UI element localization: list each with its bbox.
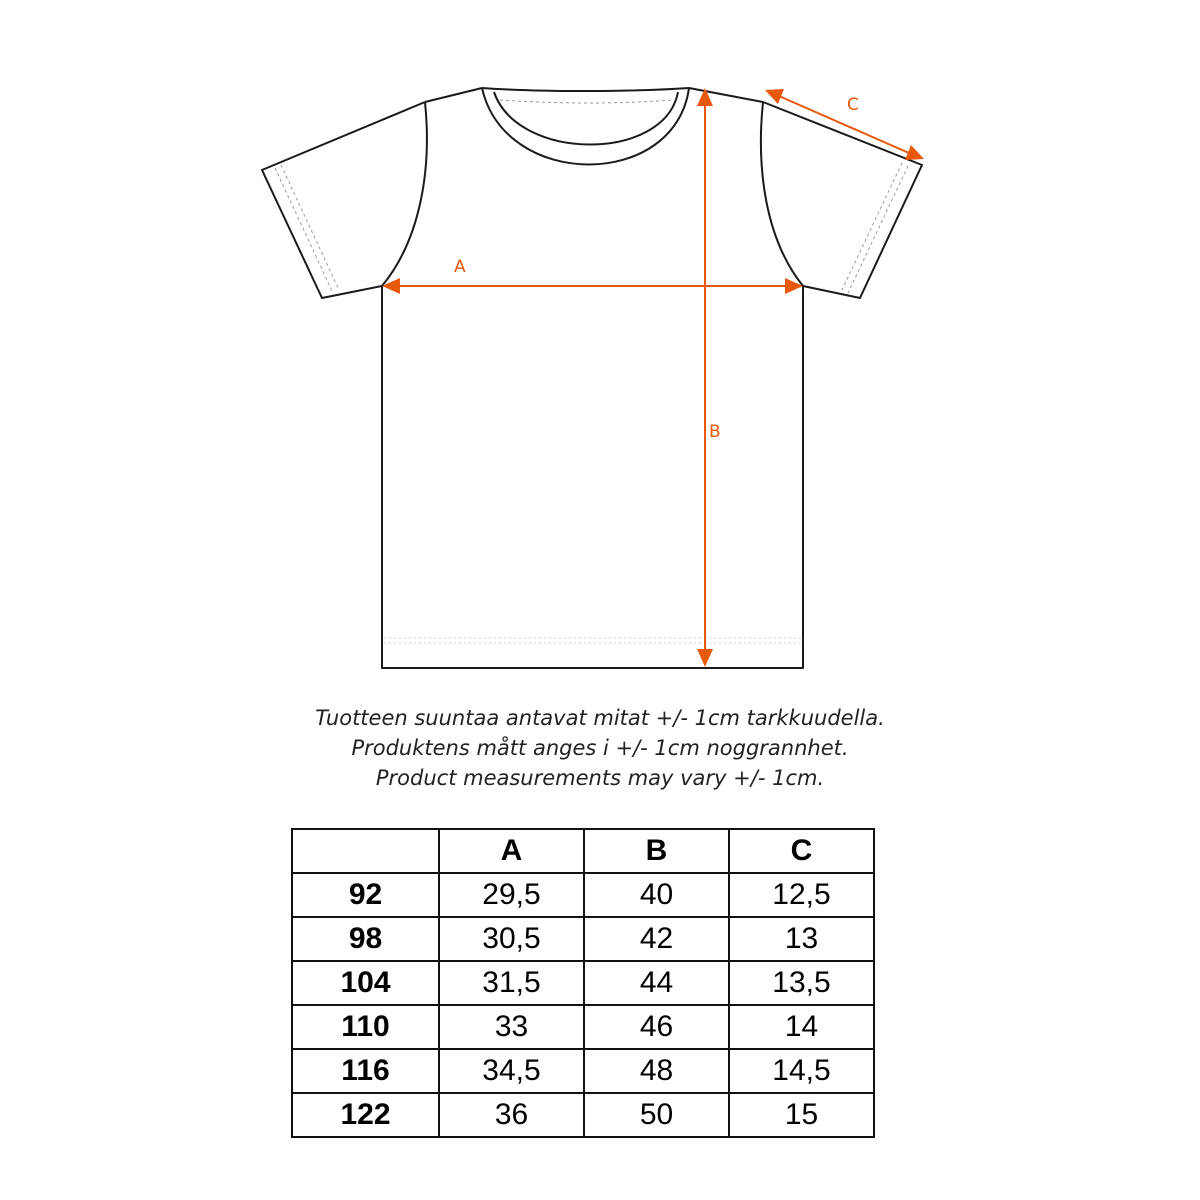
table-row — [292, 1005, 874, 1049]
size-cell: 110 — [292, 1005, 439, 1049]
size-cell: 98 — [292, 917, 439, 961]
measurement-a — [382, 257, 803, 294]
caption-english: Product measurements may vary +/- 1cm. — [375, 766, 825, 790]
header-c: C — [729, 829, 874, 873]
size-table — [291, 828, 875, 1138]
measurement-disclaimer — [0, 703, 1200, 793]
caption-finnish: Tuotteen suuntaa antavat mitat +/- 1cm tarkkuudella. — [315, 706, 885, 730]
value-a-cell: 36 — [439, 1093, 584, 1137]
value-c-cell: 13 — [729, 917, 874, 961]
table-row — [292, 917, 874, 961]
tshirt-body — [382, 286, 803, 668]
collar-outer — [482, 88, 689, 165]
header-a: A — [439, 829, 584, 873]
measurement-label-a: A — [454, 257, 466, 277]
collar-inner — [494, 92, 678, 145]
size-cell: 122 — [292, 1093, 439, 1137]
size-cell: 116 — [292, 1049, 439, 1093]
collar-stitch — [500, 100, 672, 103]
arrow-b-bottom — [697, 649, 713, 667]
table-header-row — [292, 829, 874, 873]
value-c-cell: 14,5 — [729, 1049, 874, 1093]
value-b-cell: 42 — [584, 917, 729, 961]
table-row — [292, 873, 874, 917]
left-shoulder — [425, 88, 482, 102]
left-sleeve-hem-stitch — [275, 168, 333, 293]
table-row — [292, 961, 874, 1005]
value-a-cell: 34,5 — [439, 1049, 584, 1093]
value-c-cell: 13,5 — [729, 961, 874, 1005]
right-sleeve-hem-stitch — [848, 166, 908, 293]
measurement-label-c: C — [847, 95, 859, 115]
arrow-a-right — [785, 278, 803, 294]
left-sleeve — [262, 102, 425, 298]
value-b-cell: 46 — [584, 1005, 729, 1049]
right-sleeve — [763, 102, 922, 298]
value-c-cell: 12,5 — [729, 873, 874, 917]
table-row — [292, 1049, 874, 1093]
value-b-cell: 44 — [584, 961, 729, 1005]
measurement-b — [697, 88, 721, 667]
value-c-cell: 15 — [729, 1093, 874, 1137]
value-b-cell: 50 — [584, 1093, 729, 1137]
header-size — [292, 829, 439, 873]
value-a-cell: 31,5 — [439, 961, 584, 1005]
collar-top — [482, 88, 689, 91]
value-c-cell: 14 — [729, 1005, 874, 1049]
header-b: B — [584, 829, 729, 873]
right-sleeve-armhole — [761, 102, 803, 286]
caption-swedish: Produktens mått anges i +/- 1cm noggrannhet. — [351, 736, 849, 760]
size-cell: 104 — [292, 961, 439, 1005]
measurement-c — [765, 89, 924, 160]
value-b-cell: 40 — [584, 873, 729, 917]
value-b-cell: 48 — [584, 1049, 729, 1093]
measurement-label-b: B — [709, 422, 721, 442]
arrow-a-left — [382, 278, 400, 294]
tshirt-outline — [262, 88, 922, 668]
value-a-cell: 33 — [439, 1005, 584, 1049]
value-a-cell: 30,5 — [439, 917, 584, 961]
size-cell: 92 — [292, 873, 439, 917]
left-sleeve-armhole — [382, 102, 427, 286]
value-a-cell: 29,5 — [439, 873, 584, 917]
table-row — [292, 1093, 874, 1137]
